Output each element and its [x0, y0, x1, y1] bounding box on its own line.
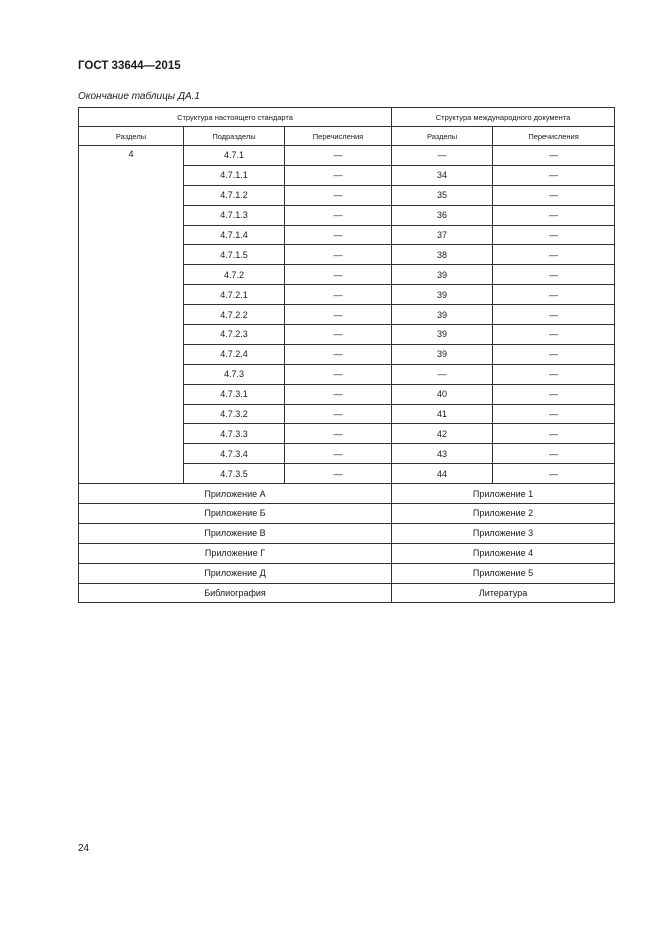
subsection-cell: 4.7.2	[184, 265, 285, 285]
appendix-standard-cell: Библиография	[79, 583, 392, 603]
subsection-cell: 4.7.2.4	[184, 344, 285, 364]
intl-enumeration-cell: —	[493, 325, 615, 345]
enumeration-cell: —	[285, 384, 392, 404]
intl-section-cell: 43	[392, 444, 493, 464]
intl-section-cell: 39	[392, 285, 493, 305]
table-row	[79, 146, 615, 166]
intl-enumeration-cell: —	[493, 285, 615, 305]
intl-enumeration-cell: —	[493, 146, 615, 166]
intl-section-cell: 44	[392, 464, 493, 484]
correspondence-table	[78, 107, 615, 603]
enumeration-cell: —	[285, 265, 392, 285]
appendix-standard-cell: Приложение А	[79, 484, 392, 504]
appendix-row	[79, 563, 615, 583]
appendix-international-cell: Приложение 2	[392, 504, 615, 524]
intl-enumeration-cell: —	[493, 245, 615, 265]
column-header-intl-sections: Разделы	[392, 127, 493, 146]
subsection-cell: 4.7.1.4	[184, 225, 285, 245]
appendix-international-cell: Приложение 5	[392, 563, 615, 583]
intl-enumeration-cell: —	[493, 344, 615, 364]
intl-enumeration-cell: —	[493, 424, 615, 444]
enumeration-cell: —	[285, 444, 392, 464]
appendix-standard-cell: Приложение Д	[79, 563, 392, 583]
subsection-cell: 4.7.1	[184, 146, 285, 166]
intl-enumeration-cell: —	[493, 464, 615, 484]
intl-enumeration-cell: —	[493, 364, 615, 384]
intl-enumeration-cell: —	[493, 225, 615, 245]
intl-section-cell: —	[392, 146, 493, 166]
intl-enumeration-cell: —	[493, 384, 615, 404]
intl-enumeration-cell: —	[493, 305, 615, 325]
column-header-enumerations: Перечисления	[285, 127, 392, 146]
intl-section-cell: 35	[392, 185, 493, 205]
intl-enumeration-cell: —	[493, 444, 615, 464]
intl-section-cell: 39	[392, 325, 493, 345]
intl-section-cell: —	[392, 364, 493, 384]
page-number: 24	[78, 843, 90, 854]
subsection-cell: 4.7.1.1	[184, 165, 285, 185]
subsection-cell: 4.7.1.3	[184, 205, 285, 225]
intl-section-cell: 39	[392, 305, 493, 325]
subsection-cell: 4.7.1.5	[184, 245, 285, 265]
enumeration-cell: —	[285, 205, 392, 225]
enumeration-cell: —	[285, 165, 392, 185]
enumeration-cell: —	[285, 305, 392, 325]
enumeration-cell: —	[285, 185, 392, 205]
enumeration-cell: —	[285, 424, 392, 444]
group-header-standard: Структура настоящего стандарта	[79, 108, 392, 127]
subsection-cell: 4.7.3.5	[184, 464, 285, 484]
appendix-standard-cell: Приложение В	[79, 523, 392, 543]
appendix-international-cell: Приложение 4	[392, 543, 615, 563]
intl-enumeration-cell: —	[493, 165, 615, 185]
appendix-row	[79, 543, 615, 563]
enumeration-cell: —	[285, 146, 392, 166]
appendix-row	[79, 523, 615, 543]
enumeration-cell: —	[285, 404, 392, 424]
intl-enumeration-cell: —	[493, 185, 615, 205]
appendix-row	[79, 504, 615, 524]
appendix-international-cell: Приложение 1	[392, 484, 615, 504]
column-header-subsections: Подразделы	[184, 127, 285, 146]
appendix-body	[79, 484, 615, 603]
appendix-row	[79, 583, 615, 603]
appendix-standard-cell: Приложение Б	[79, 504, 392, 524]
intl-section-cell: 40	[392, 384, 493, 404]
enumeration-cell: —	[285, 325, 392, 345]
intl-section-cell: 41	[392, 404, 493, 424]
subsection-cell: 4.7.2.3	[184, 325, 285, 345]
enumeration-cell: —	[285, 245, 392, 265]
intl-section-cell: 38	[392, 245, 493, 265]
intl-section-cell: 42	[392, 424, 493, 444]
intl-section-cell: 37	[392, 225, 493, 245]
enumeration-cell: —	[285, 364, 392, 384]
subsection-cell: 4.7.3.4	[184, 444, 285, 464]
intl-enumeration-cell: —	[493, 265, 615, 285]
subsection-cell: 4.7.1.2	[184, 185, 285, 205]
column-header-intl-enumerations: Перечисления	[493, 127, 615, 146]
section-cell: 4	[79, 146, 184, 484]
intl-enumeration-cell: —	[493, 404, 615, 424]
intl-section-cell: 39	[392, 265, 493, 285]
intl-section-cell: 36	[392, 205, 493, 225]
subsection-cell: 4.7.3.2	[184, 404, 285, 424]
subsection-cell: 4.7.2.2	[184, 305, 285, 325]
column-header-sections: Разделы	[79, 127, 184, 146]
subsection-cell: 4.7.3.3	[184, 424, 285, 444]
subsection-cell: 4.7.3	[184, 364, 285, 384]
appendix-international-cell: Приложение 3	[392, 523, 615, 543]
group-header-international: Структура международного документа	[392, 108, 615, 127]
table-caption: Окончание таблицы ДА.1	[78, 91, 200, 102]
appendix-standard-cell: Приложение Г	[79, 543, 392, 563]
enumeration-cell: —	[285, 344, 392, 364]
intl-enumeration-cell: —	[493, 205, 615, 225]
intl-section-cell: 34	[392, 165, 493, 185]
intl-section-cell: 39	[392, 344, 493, 364]
enumeration-cell: —	[285, 285, 392, 305]
appendix-international-cell: Литература	[392, 583, 615, 603]
table-body	[79, 146, 615, 484]
enumeration-cell: —	[285, 225, 392, 245]
document-title: ГОСТ 33644—2015	[78, 60, 181, 72]
enumeration-cell: —	[285, 464, 392, 484]
subsection-cell: 4.7.2.1	[184, 285, 285, 305]
subsection-cell: 4.7.3.1	[184, 384, 285, 404]
appendix-row	[79, 484, 615, 504]
